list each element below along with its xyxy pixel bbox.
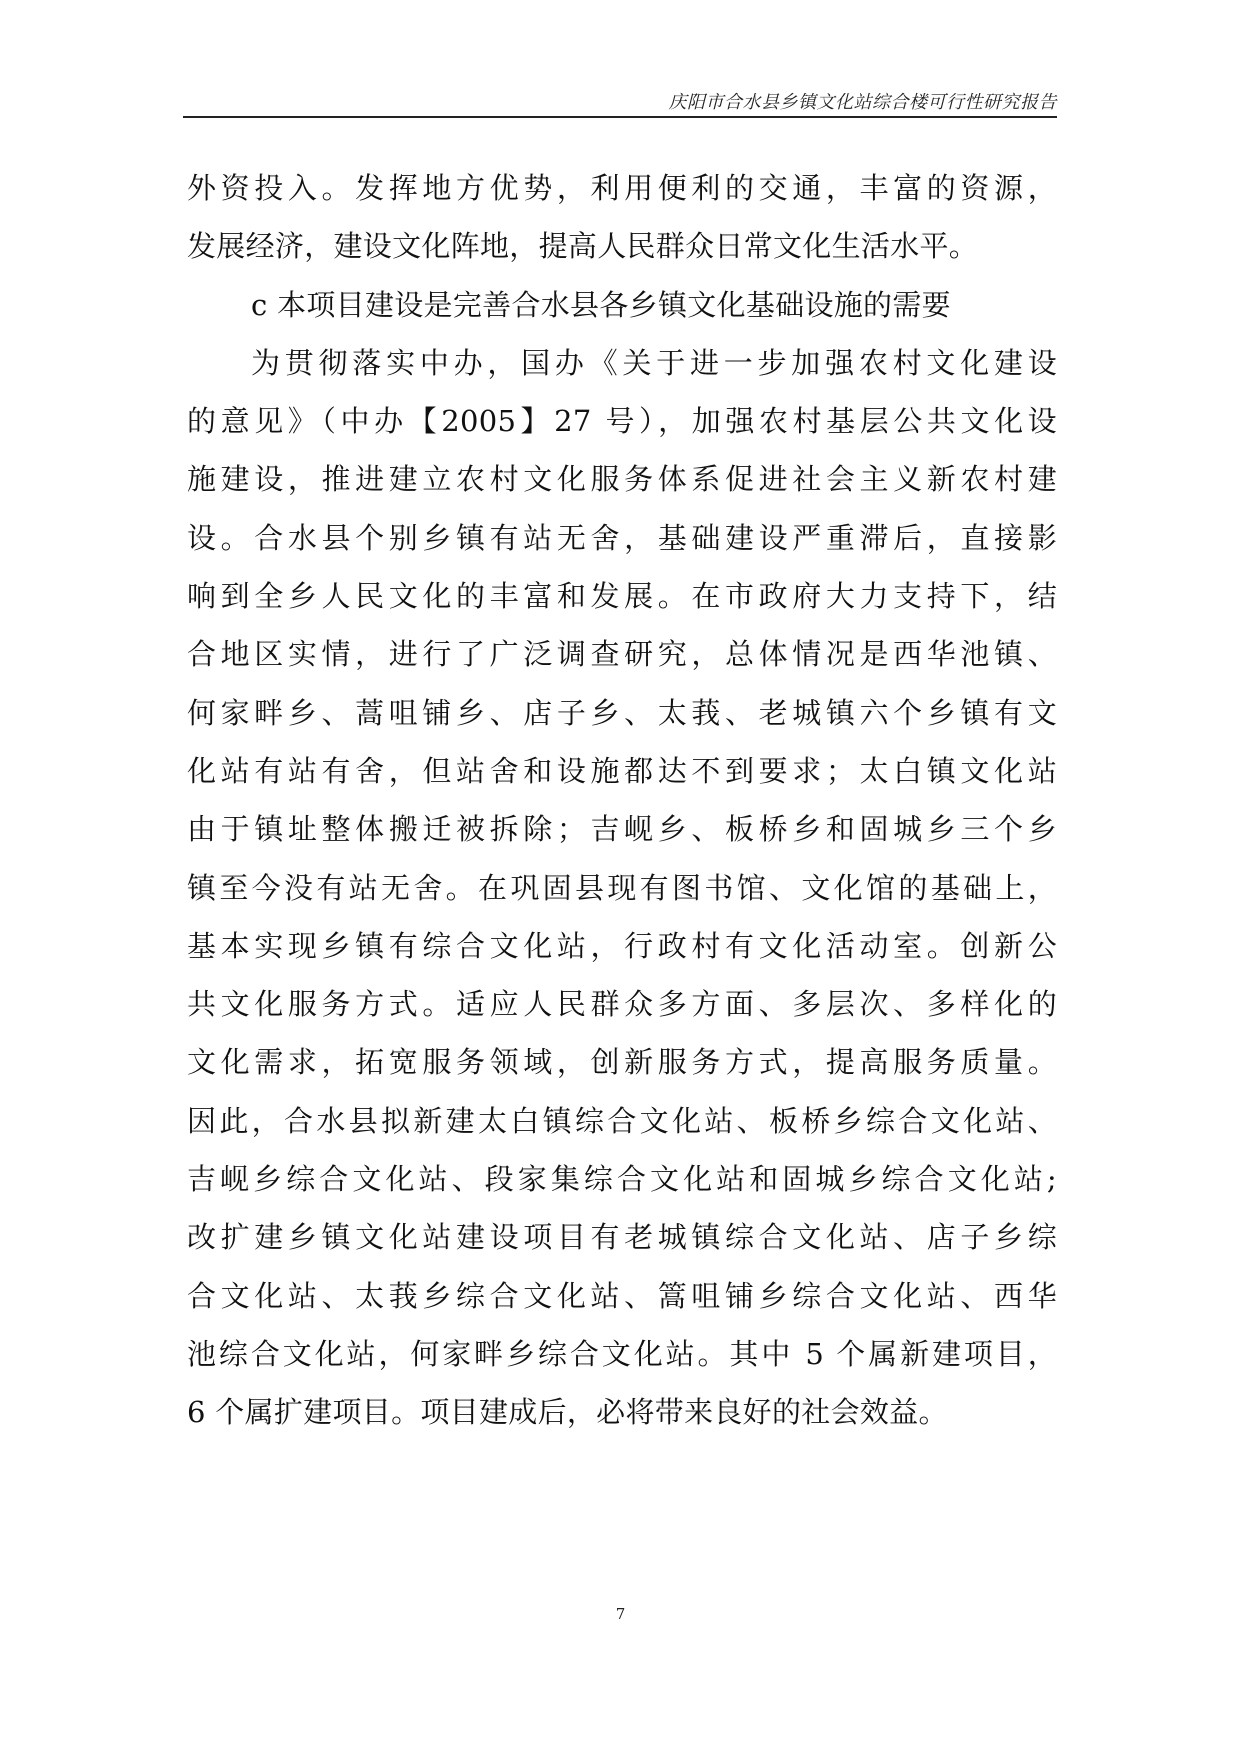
- body-line: 合文化站、太莪乡综合文化站、篙咀铺乡综合文化站、西华: [187, 1278, 1057, 1313]
- body-line: 设。合水县个别乡镇有站无舍，基础建设严重滞后，直接影: [187, 520, 1057, 555]
- body-line: 吉岘乡综合文化站、段家集综合文化站和固城乡综合文化站;: [187, 1162, 1057, 1197]
- body-line: 响到全乡人民文化的丰富和发展。在市政府大力支持下，结: [187, 579, 1057, 614]
- body-line: 外资投入。发挥地方优势，利用便利的交通，丰富的资源，: [187, 171, 1057, 205]
- section-heading: c 本项目建设是完善合水县各乡镇文化基础设施的需要: [251, 287, 951, 322]
- body-line: 共文化服务方式。适应人民群众多方面、多层次、多样化的: [187, 987, 1057, 1022]
- body-line: 池综合文化站，何家畔乡综合文化站。其中 5 个属新建项目，: [187, 1336, 1057, 1371]
- paragraph-first-line: 为贯彻落实中办，国办《关于进一步加强农村文化建设: [251, 345, 1057, 380]
- body-line: 化站有站有舍，但站舍和设施都达不到要求；太白镇文化站: [187, 753, 1057, 788]
- body-line: 由于镇址整体搬迁被拆除；吉岘乡、板桥乡和固城乡三个乡: [187, 812, 1057, 847]
- header-divider: [183, 116, 1057, 118]
- body-line: 改扩建乡镇文化站建设项目有老城镇综合文化站、店子乡综: [187, 1220, 1057, 1255]
- body-text: [187, 159, 1057, 1442]
- body-line: 6 个属扩建项目。项目建成后，必将带来良好的社会效益。: [187, 1395, 948, 1430]
- page-header: [183, 84, 1057, 116]
- body-line: 施建设，推进建立农村文化服务体系促进社会主义新农村建: [187, 462, 1057, 497]
- body-line: 文化需求，拓宽服务领域，创新服务方式，提高服务质量。: [187, 1045, 1057, 1080]
- page-number: 7: [615, 1605, 626, 1623]
- body-line: 何家畔乡、蒿咀铺乡、店子乡、太莪、老城镇六个乡镇有文: [187, 695, 1057, 730]
- body-line: 镇至今没有站无舍。在巩固县现有图书馆、文化馆的基础上，: [187, 870, 1057, 905]
- body-line: 基本实现乡镇有综合文化站，行政村有文化活动室。创新公: [187, 928, 1057, 963]
- body-line: 合地区实情，进行了广泛调查研究，总体情况是西华池镇、: [187, 637, 1057, 672]
- body-line: 因此，合水县拟新建太白镇综合文化站、板桥乡综合文化站、: [187, 1103, 1057, 1138]
- body-line: 发展经济，建设文化阵地，提高人民群众日常文化生活水平。: [187, 229, 979, 264]
- header-title: 庆阳市合水县乡镇文化站综合楼可行性研究报告: [668, 92, 1057, 113]
- body-line: 的意见》（中办【2005】27 号），加强农村基层公共文化设: [187, 404, 1057, 439]
